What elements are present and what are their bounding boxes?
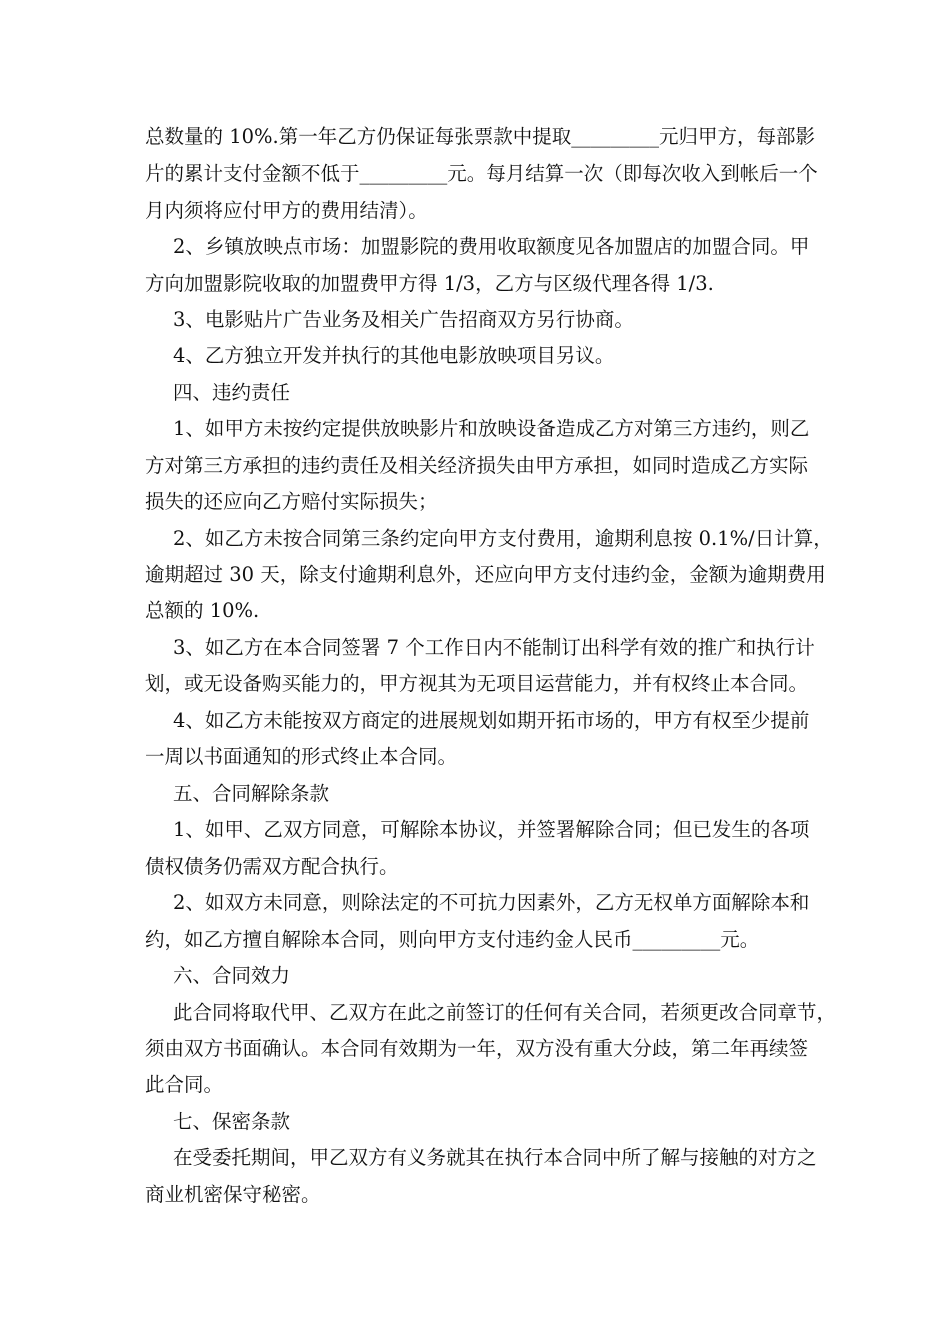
text-line: 2、如乙方未按合同第三条约定向甲方支付费用，逾期利息按 0.1%/日计算，	[173, 527, 833, 550]
text-line: 方对第三方承担的违约责任及相关经济损失由甲方承担，如同时造成乙方实际	[145, 454, 809, 477]
text-line: 损失的还应向乙方赔付实际损失；	[145, 490, 438, 513]
text-line: 总数量的 10%.第一年乙方仍保证每张票款中提取_________元归甲方，每部影	[145, 125, 815, 148]
text-line: 4、如乙方未能按双方商定的进展规划如期开拓市场的，甲方有权至少提前	[173, 709, 810, 732]
text-line: 此合同将取代甲、乙双方在此之前签订的任何有关合同，若须更改合同章节，	[173, 1001, 837, 1024]
text-line: 3、如乙方在本合同签署 7 个工作日内不能制订出科学有效的推广和执行计	[173, 636, 815, 659]
text-line: 4、乙方独立开发并执行的其他电影放映项目另议。	[173, 344, 615, 367]
text-line: 3、电影贴片广告业务及相关广告招商双方另行协商。	[173, 308, 634, 331]
text-line: 1、如甲方未按约定提供放映影片和放映设备造成乙方对第三方违约，则乙	[173, 417, 810, 440]
text-line: 商业机密保守秘密。	[145, 1183, 321, 1206]
text-line: 月内须将应付甲方的费用结清）。	[145, 199, 428, 222]
section-heading: 七、保密条款	[173, 1110, 291, 1133]
text-line: 此合同。	[145, 1073, 224, 1096]
text-line: 逾期超过 30 天，除支付逾期利息外，还应向甲方支付违约金，金额为逾期费用	[145, 563, 826, 586]
text-line: 约，如乙方擅自解除本合同，则向甲方支付违约金人民币_________元。	[145, 928, 760, 951]
text-line: 划，或无设备购买能力的，甲方视其为无项目运营能力，并有权终止本合同。	[145, 672, 809, 695]
text-line: 总额的 10%.	[145, 599, 260, 622]
text-line: 债权债务仍需双方配合执行。	[145, 855, 399, 878]
section-heading: 四、违约责任	[173, 381, 291, 404]
text-line: 片的累计支付金额不低于_________元。每月结算一次（即每次收入到帐后一个	[145, 162, 818, 185]
text-line: 2、如双方未同意，则除法定的不可抗力因素外，乙方无权单方面解除本和	[173, 891, 810, 914]
section-heading: 五、合同解除条款	[173, 782, 330, 805]
text-line: 须由双方书面确认。本合同有效期为一年，双方没有重大分歧，第二年再续签	[145, 1037, 809, 1060]
text-line: 2、乡镇放映点市场：加盟影院的费用收取额度见各加盟店的加盟合同。甲	[173, 235, 810, 258]
text-line: 一周以书面通知的形式终止本合同。	[145, 745, 458, 768]
text-line: 1、如甲、乙双方同意，可解除本协议，并签署解除合同；但已发生的各项	[173, 818, 810, 841]
text-line: 在受委托期间，甲乙双方有义务就其在执行本合同中所了解与接触的对方之	[173, 1146, 817, 1169]
text-line: 方向加盟影院收取的加盟费甲方得 1/3，乙方与区级代理各得 1/3.	[145, 272, 714, 295]
section-heading: 六、合同效力	[173, 964, 291, 987]
